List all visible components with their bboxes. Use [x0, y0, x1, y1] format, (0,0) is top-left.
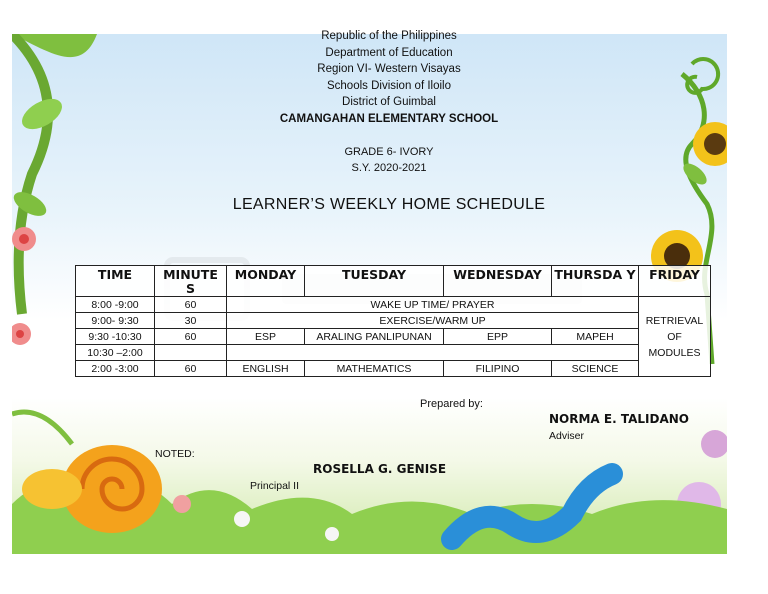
subject-cell: SCIENCE: [552, 361, 639, 377]
adviser-name: NORMA E. TALIDANO: [549, 412, 689, 426]
table-header-row: [76, 266, 711, 297]
document-header: [0, 28, 768, 127]
school-name: CAMANGAHAN ELEMENTARY SCHOOL: [279, 112, 499, 125]
principal-name: ROSELLA G. GENISE: [313, 462, 447, 476]
minutes-cell: 60: [155, 297, 227, 313]
time-cell: 9:00- 9:30: [76, 313, 155, 329]
column-header-thursday: THURSDA Y: [552, 266, 639, 297]
minutes-cell: 60: [155, 329, 227, 345]
table-row: [76, 329, 711, 345]
subject-cell: FILIPINO: [444, 361, 552, 377]
subject-cell: ARALING PANLIPUNAN: [305, 329, 444, 345]
subject-cell: MAPEH: [552, 329, 639, 345]
subject-cell: ENGLISH: [227, 361, 305, 377]
time-cell: 10:30 –2:00: [76, 345, 155, 361]
table-row: [76, 345, 711, 361]
grade-section: GRADE 6- IVORY: [344, 146, 434, 158]
time-cell: 9:30 -10:30: [76, 329, 155, 345]
minutes-cell: 60: [155, 361, 227, 377]
table-row: [76, 313, 711, 329]
subject-cell: ESP: [227, 329, 305, 345]
school-year: S.Y. 2020-2021: [351, 162, 427, 174]
time-cell: 2:00 -3:00: [76, 361, 155, 377]
prepared-by-label: Prepared by:: [420, 398, 483, 410]
noted-label: NOTED:: [155, 448, 195, 460]
header-line: Schools Division of Iloilo: [326, 79, 451, 92]
subject-cell: EPP: [444, 329, 552, 345]
header-line: Republic of the Philippines: [321, 30, 457, 42]
activity-cell: EXERCISE/WARM UP: [227, 313, 639, 329]
activity-cell: WAKE UP TIME/ PRAYER: [227, 297, 639, 313]
friday-activity: RETRIEVAL OF MODULES: [645, 314, 704, 359]
page-title: LEARNER’S WEEKLY HOME SCHEDULE: [232, 196, 546, 213]
adviser-title: Adviser: [549, 430, 585, 442]
header-line: Region VI- Western Visayas: [317, 63, 461, 75]
column-header-wednesday: WEDNESDAY: [444, 266, 552, 297]
minutes-cell: [155, 345, 227, 361]
subject-cell: MATHEMATICS: [305, 361, 444, 377]
header-line: District of Guimbal: [342, 96, 436, 108]
principal-title: Principal II: [250, 480, 300, 492]
column-header-monday: MONDAY: [227, 266, 305, 297]
column-header-friday: FRIDAY: [639, 266, 711, 297]
activity-cell: [227, 345, 639, 361]
column-header-minutes: MINUTE S: [155, 266, 227, 297]
table-row: [76, 361, 711, 377]
schedule-table: [75, 265, 711, 377]
column-header-time: TIME: [76, 266, 155, 297]
header-line: Department of Education: [325, 46, 453, 59]
friday-cell: [639, 297, 711, 377]
minutes-cell: 30: [155, 313, 227, 329]
grade-info: [0, 144, 768, 176]
column-header-tuesday: TUESDAY: [305, 266, 444, 297]
table-row: [76, 297, 711, 313]
time-cell: 8:00 -9:00: [76, 297, 155, 313]
